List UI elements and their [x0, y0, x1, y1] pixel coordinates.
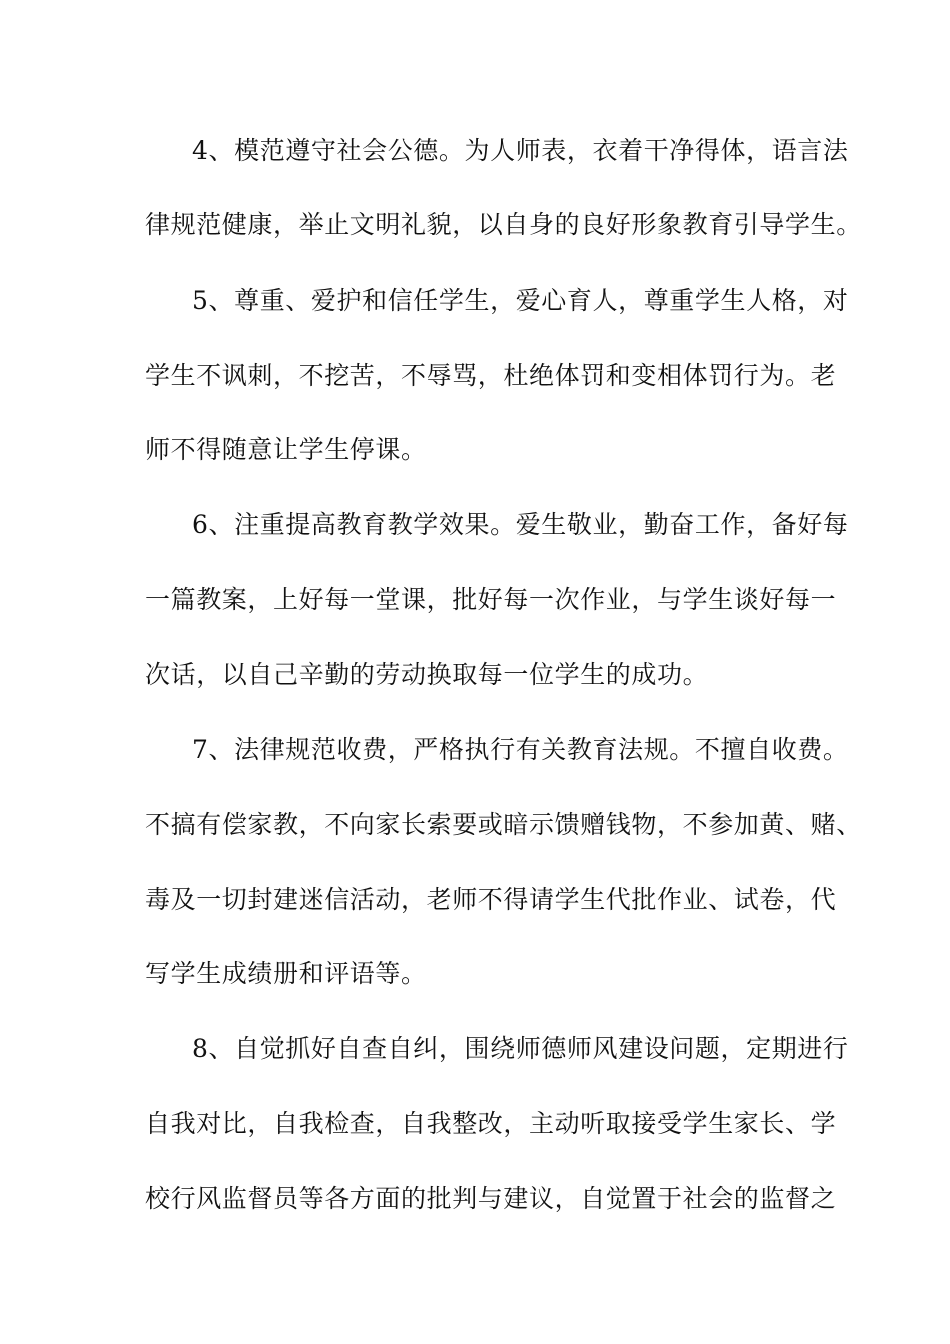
paragraph-8-line-3: 校行风监督员等各方面的批判与建议，自觉置于社会的监督之 — [145, 1184, 837, 1213]
paragraph-8-line-1: 8、自觉抓好自查自纠，围绕师德师风建设问题，定期进行 — [192, 1034, 849, 1063]
paragraph-4-line-2: 律规范健康，举止文明礼貌，以自身的良好形象教育引导学生。 — [145, 210, 862, 239]
paragraph-5-line-1: 5、尊重、爱护和信任学生，爱心育人，尊重学生人格，对 — [192, 286, 849, 315]
paragraph-6-line-3: 次话，以自己辛勤的劳动换取每一位学生的成功。 — [145, 660, 709, 689]
paragraph-7-line-4: 写学生成绩册和评语等。 — [145, 959, 427, 988]
paragraph-7-line-1: 7、法律规范收费，严格执行有关教育法规。不擅自收费。 — [192, 735, 849, 764]
paragraph-5-line-2: 学生不讽刺，不挖苦，不辱骂，杜绝体罚和变相体罚行为。老 — [145, 361, 837, 390]
paragraph-5-line-3: 师不得随意让学生停课。 — [145, 435, 427, 464]
paragraph-4-line-1: 4、模范遵守社会公德。为人师表，衣着干净得体，语言法 — [192, 136, 849, 165]
paragraph-7-line-2: 不搞有偿家教，不向家长索要或暗示馈赠钱物，不参加黄、赌、 — [145, 810, 862, 839]
paragraph-6-line-2: 一篇教案，上好每一堂课，批好每一次作业，与学生谈好每一 — [145, 585, 837, 614]
paragraph-7-line-3: 毒及一切封建迷信活动，老师不得请学生代批作业、试卷，代 — [145, 885, 837, 914]
paragraph-6-line-1: 6、注重提高教育教学效果。爱生敬业，勤奋工作，备好每 — [192, 510, 849, 539]
paragraph-8-line-2: 自我对比，自我检查，自我整改，主动听取接受学生家长、学 — [145, 1109, 837, 1138]
